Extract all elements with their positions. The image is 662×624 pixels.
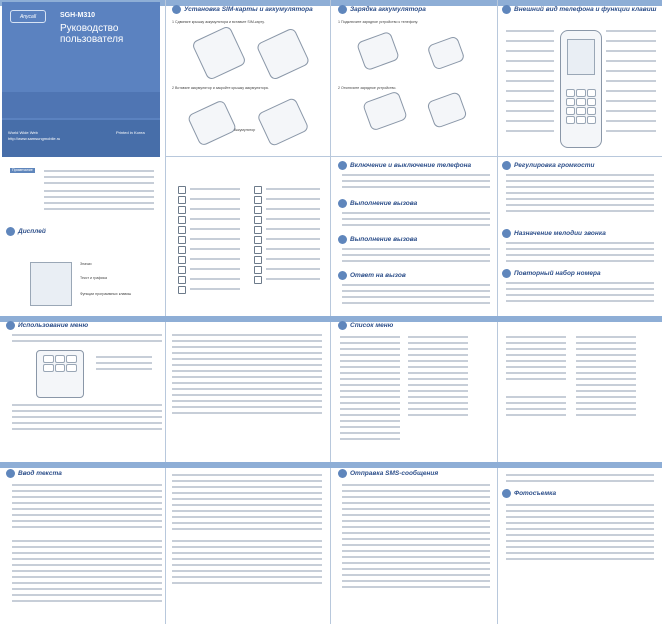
column-divider-1 (165, 0, 166, 624)
manual-title (60, 23, 123, 45)
power-heading: Включение и выключение телефона (338, 160, 471, 171)
model-name: SGH-M310 (60, 12, 96, 19)
sim-icon (172, 5, 181, 14)
gprs-icon (178, 206, 186, 214)
battery-charge-heading: Зарядка аккумулятора (338, 4, 426, 15)
charger-plug-illustration (427, 35, 466, 70)
navigation-key-illustration (36, 350, 84, 398)
voicemail-icon (178, 276, 186, 284)
cover-notes: Printed in Korea (116, 130, 145, 135)
menu-icon (6, 321, 15, 330)
sim-step1: 1 Сдвиньте крышку аккумулятора и вставьте SIM-карту. (172, 20, 265, 24)
volume-icon (502, 161, 511, 170)
menu-list-heading: Список меню (338, 320, 393, 331)
menu-use-heading: Использование меню (6, 320, 88, 331)
dial-heading: Выполнение вызова (338, 198, 417, 209)
display-text-label: Текст и графика (80, 276, 107, 280)
display-icons-label: Значки (80, 262, 92, 266)
charger-unplug-illustration (362, 90, 408, 131)
phone-keypad (566, 89, 596, 124)
sim-step2: 2 Вставьте аккумулятор и закройте крышку аккумулятора. (172, 86, 269, 90)
cover-strip (2, 92, 160, 118)
phone-illustration-sim (191, 25, 247, 81)
charger-illustration (356, 31, 400, 72)
column-divider-3 (497, 0, 498, 624)
volume-heading: Регулировка громкости (502, 160, 594, 171)
cover-www: World Wide Web (8, 130, 38, 135)
bluetooth-icon (178, 286, 186, 294)
signal-icon (178, 186, 186, 194)
redial-icon (502, 269, 511, 278)
call-icon (178, 196, 186, 204)
phone-front-illustration (560, 30, 602, 148)
manual-title-line2: пользователя (60, 34, 124, 45)
manual-title-line1: Руководство (60, 23, 119, 34)
answer-heading: Ответ на вызов (338, 270, 406, 281)
charge-step2: 2 Отключите зарядное устройство. (338, 86, 397, 90)
phone-illustration-battery-2 (256, 97, 309, 147)
call-heading-icon (338, 235, 347, 244)
list-icon (338, 321, 347, 330)
alarm-icon (178, 236, 186, 244)
phone-illustration-sim-2 (256, 27, 311, 81)
sms-icon (338, 469, 347, 478)
display-illustration (30, 262, 72, 306)
phone-illustration-battery (187, 99, 238, 147)
sms-heading: Отправка SMS-сообщения (338, 468, 438, 479)
roaming-icon (178, 226, 186, 234)
sim-install-heading: Установка SIM-карты и аккумулятора (172, 4, 313, 15)
text-icon (6, 469, 15, 478)
note-label: Примечание (12, 168, 33, 172)
phone-view-heading: Внешний вид телефона и функции клавиш (502, 4, 656, 15)
photo-heading: Фотосъемка (502, 488, 556, 499)
edge-icon (178, 216, 186, 224)
power-icon (338, 161, 347, 170)
silent-icon (178, 266, 186, 274)
brand-logo: Anycall (10, 10, 46, 23)
column-divider-2 (330, 0, 331, 624)
camera-icon (502, 489, 511, 498)
message-icon (178, 246, 186, 254)
display-icon (6, 227, 15, 236)
text-input-heading: Ввод текста (6, 468, 62, 479)
call-heading: Выполнение вызова (338, 234, 417, 245)
lower-band (0, 462, 662, 468)
battery-label: Аккумулятор (234, 128, 256, 132)
ringtone-heading: Назначение мелодии звонка (502, 228, 606, 239)
phone-icon (502, 5, 511, 14)
redial-heading: Повторный набор номера (502, 268, 601, 279)
phone-screen (567, 39, 595, 75)
dial-icon (338, 199, 347, 208)
ringtone-icon (502, 229, 511, 238)
display-heading: Дисплей (6, 226, 46, 237)
charge-icon (338, 5, 347, 14)
charge-step1: 1 Подключите зарядное устройство к телефону. (338, 20, 419, 24)
charger-unplug-illustration-2 (426, 91, 468, 129)
answer-icon (338, 271, 347, 280)
battery-icon (178, 256, 186, 264)
display-softkey-label: Функции программных клавиш (80, 292, 132, 296)
middle-band (0, 316, 662, 322)
cover-url: http://www.samsungmobile.ru (8, 136, 61, 141)
